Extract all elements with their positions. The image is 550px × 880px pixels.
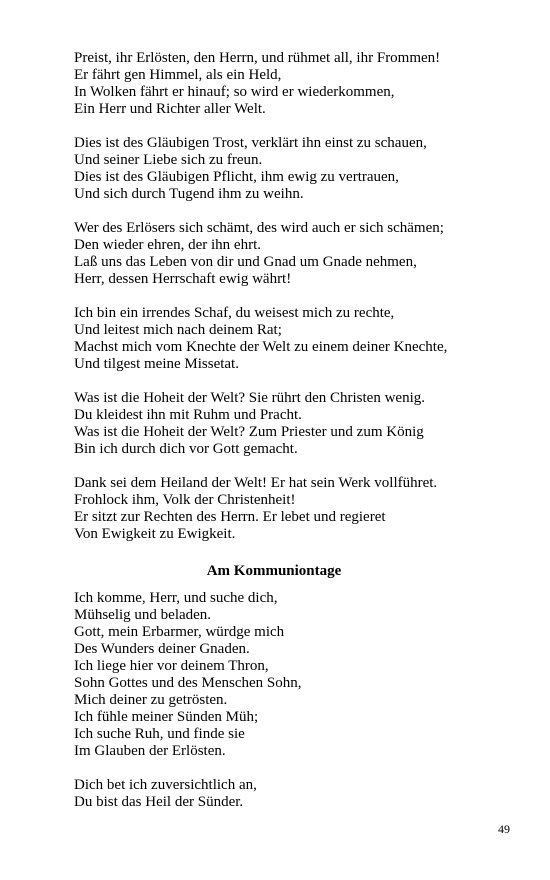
- verse-line: Dank sei dem Heiland der Welt! Er hat sein Werk vollführet.: [74, 475, 438, 491]
- page-number: 49: [498, 822, 510, 836]
- verse-line: Bin ich durch dich vor Gott gemacht.: [74, 441, 298, 457]
- verse-line: Ich bin ein irrendes Schaf, du weisest mich zu rechte,: [74, 305, 395, 321]
- verse-line: Dies ist des Gläubigen Pflicht, ihm ewig zu vertrauen,: [74, 169, 399, 185]
- verse-line: Und tilgest meine Missetat.: [74, 356, 239, 372]
- page-text: [74, 50, 494, 828]
- verse-line: Ich komme, Herr, und suche dich,: [74, 590, 278, 606]
- verse-line: Von Ewigkeit zu Ewigkeit.: [74, 526, 236, 542]
- stanza: [74, 777, 494, 811]
- verse-line: Herr, dessen Herrschaft ewig währt!: [74, 271, 292, 287]
- verse-line: Und leitest mich nach deinem Rat;: [74, 322, 282, 338]
- verse-line: Mich deiner zu getrösten.: [74, 692, 228, 708]
- verse-line: Machst mich vom Knechte der Welt zu einem deiner Knechte,: [74, 339, 448, 355]
- verse-line: Ich fühle meiner Sünden Müh;: [74, 709, 259, 725]
- verse-line: In Wolken fährt er hinauf; so wird er wiederkommen,: [74, 84, 395, 100]
- verse-line: Er sitzt zur Rechten des Herrn. Er lebet und regieret: [74, 509, 386, 525]
- verse-line: Des Wunders deiner Gnaden.: [74, 641, 250, 657]
- verse-line: Und sich durch Tugend ihm zu weihn.: [74, 186, 304, 202]
- verse-line: Laß uns das Leben von dir und Gnad um Gnade nehmen,: [74, 254, 417, 270]
- verse-line: Preist, ihr Erlösten, den Herrn, und rühmet all, ihr Frommen!: [74, 50, 441, 66]
- stanza: [74, 135, 494, 203]
- section-heading: Am Kommuniontage: [206, 563, 342, 579]
- stanza: [74, 50, 494, 118]
- verse-line: Sohn Gottes und des Menschen Sohn,: [74, 675, 302, 691]
- verse-line: Was ist die Hoheit der Welt? Sie rührt den Christen wenig.: [74, 390, 425, 406]
- verse-line: Gott, mein Erbarmer, würdge mich: [74, 624, 285, 640]
- verse-line: Er fährt gen Himmel, als ein Held,: [74, 67, 282, 83]
- verse-line: Dies ist des Gläubigen Trost, verklärt ihn einst zu schauen,: [74, 135, 427, 151]
- poem-after-heading: [74, 590, 494, 811]
- stanza: [74, 220, 494, 288]
- verse-line: Im Glauben der Erlösten.: [74, 743, 226, 759]
- verse-line: Wer des Erlösers sich schämt, des wird auch er sich schämen;: [74, 220, 444, 236]
- verse-line: Frohlock ihm, Volk der Christenheit!: [74, 492, 296, 508]
- verse-line: Was ist die Hoheit der Welt? Zum Priester und zum König: [74, 424, 424, 440]
- verse-line: Ein Herr und Richter aller Welt.: [74, 101, 266, 117]
- verse-line: Ich suche Ruh, und finde sie: [74, 726, 245, 742]
- verse-line: Den wieder ehren, der ihn ehrt.: [74, 237, 262, 253]
- verse-line: Du kleidest ihn mit Ruhm und Pracht.: [74, 407, 302, 423]
- verse-line: Und seiner Liebe sich zu freun.: [74, 152, 263, 168]
- verse-line: Dich bet ich zuversichtlich an,: [74, 777, 257, 793]
- poem-before-heading: [74, 50, 494, 543]
- verse-line: Du bist das Heil der Sünder.: [74, 794, 244, 810]
- stanza: [74, 305, 494, 373]
- stanza: [74, 390, 494, 458]
- stanza: [74, 590, 494, 760]
- verse-line: Ich liege hier vor deinem Thron,: [74, 658, 269, 674]
- verse-line: Mühselig und beladen.: [74, 607, 212, 623]
- stanza: [74, 475, 494, 543]
